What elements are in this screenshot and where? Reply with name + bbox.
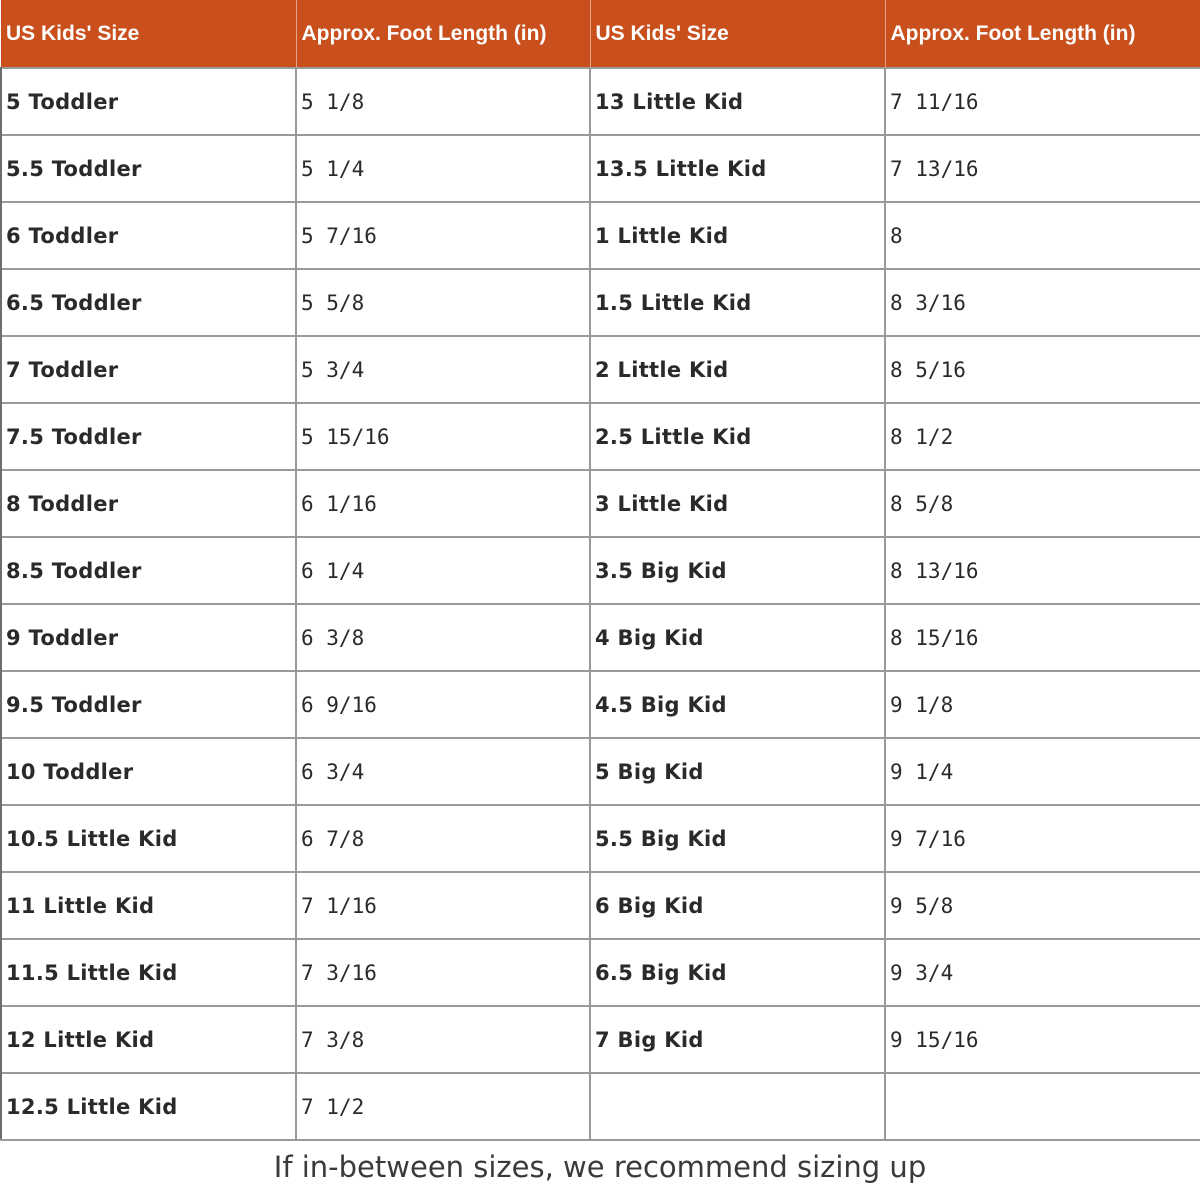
foot-length-cell: 5 1/8 [296, 68, 590, 135]
foot-length-cell: 5 15/16 [296, 403, 590, 470]
size-cell: 5.5 Toddler [1, 135, 296, 202]
foot-length-cell: 6 3/4 [296, 738, 590, 805]
table-row [1, 1073, 1200, 1140]
header-row [1, 0, 1200, 68]
table-row [1, 68, 1200, 135]
foot-length-cell: 6 7/8 [296, 805, 590, 872]
header-foot-length-left: Approx. Foot Length (in) [296, 0, 590, 68]
size-cell: 6 Toddler [1, 202, 296, 269]
foot-length-cell: 5 1/4 [296, 135, 590, 202]
size-cell: 1 Little Kid [590, 202, 885, 269]
size-cell: 3 Little Kid [590, 470, 885, 537]
size-cell: 9.5 Toddler [1, 671, 296, 738]
foot-length-cell: 5 7/16 [296, 202, 590, 269]
size-cell: 7 Toddler [1, 336, 296, 403]
table-row [1, 202, 1200, 269]
size-cell: 13 Little Kid [590, 68, 885, 135]
foot-length-cell: 5 3/4 [296, 336, 590, 403]
size-cell: 6.5 Big Kid [590, 939, 885, 1006]
table-row [1, 336, 1200, 403]
size-cell: 7 Big Kid [590, 1006, 885, 1073]
size-cell: 3.5 Big Kid [590, 537, 885, 604]
table-row [1, 939, 1200, 1006]
foot-length-cell: 9 7/16 [885, 805, 1200, 872]
foot-length-cell [885, 1073, 1200, 1140]
foot-length-cell: 7 11/16 [885, 68, 1200, 135]
table-row [1, 872, 1200, 939]
foot-length-cell: 5 5/8 [296, 269, 590, 336]
foot-length-cell: 9 3/4 [885, 939, 1200, 1006]
size-cell: 9 Toddler [1, 604, 296, 671]
size-cell: 8.5 Toddler [1, 537, 296, 604]
header-us-kids-size-left: US Kids' Size [1, 0, 296, 68]
header-us-kids-size-right: US Kids' Size [590, 0, 885, 68]
foot-length-cell: 8 1/2 [885, 403, 1200, 470]
size-cell: 4 Big Kid [590, 604, 885, 671]
table-row [1, 738, 1200, 805]
size-cell: 5.5 Big Kid [590, 805, 885, 872]
foot-length-cell: 9 1/8 [885, 671, 1200, 738]
foot-length-cell: 7 1/2 [296, 1073, 590, 1140]
foot-length-cell: 6 1/16 [296, 470, 590, 537]
table-row [1, 1006, 1200, 1073]
size-cell: 5 Toddler [1, 68, 296, 135]
size-cell: 4.5 Big Kid [590, 671, 885, 738]
size-cell: 2.5 Little Kid [590, 403, 885, 470]
size-cell: 6.5 Toddler [1, 269, 296, 336]
foot-length-cell: 6 3/8 [296, 604, 590, 671]
foot-length-cell: 6 1/4 [296, 537, 590, 604]
foot-length-cell: 8 15/16 [885, 604, 1200, 671]
size-cell: 10.5 Little Kid [1, 805, 296, 872]
table-row [1, 403, 1200, 470]
size-cell: 2 Little Kid [590, 336, 885, 403]
size-cell [590, 1073, 885, 1140]
table-row [1, 135, 1200, 202]
foot-length-cell: 9 15/16 [885, 1006, 1200, 1073]
table-row [1, 604, 1200, 671]
size-cell: 7.5 Toddler [1, 403, 296, 470]
foot-length-cell: 6 9/16 [296, 671, 590, 738]
foot-length-cell: 8 5/8 [885, 470, 1200, 537]
size-cell: 10 Toddler [1, 738, 296, 805]
size-cell: 13.5 Little Kid [590, 135, 885, 202]
foot-length-cell: 8 3/16 [885, 269, 1200, 336]
size-cell: 12.5 Little Kid [1, 1073, 296, 1140]
table-body [1, 68, 1200, 1140]
size-cell: 1.5 Little Kid [590, 269, 885, 336]
foot-length-cell: 9 1/4 [885, 738, 1200, 805]
foot-length-cell: 7 3/8 [296, 1006, 590, 1073]
size-cell: 8 Toddler [1, 470, 296, 537]
table-row [1, 805, 1200, 872]
foot-length-cell: 7 1/16 [296, 872, 590, 939]
size-cell: 12 Little Kid [1, 1006, 296, 1073]
table-row [1, 671, 1200, 738]
foot-length-cell: 8 5/16 [885, 336, 1200, 403]
foot-length-cell: 9 5/8 [885, 872, 1200, 939]
table-row [1, 470, 1200, 537]
foot-length-cell: 7 13/16 [885, 135, 1200, 202]
size-cell: 11.5 Little Kid [1, 939, 296, 1006]
size-cell: 5 Big Kid [590, 738, 885, 805]
size-cell: 6 Big Kid [590, 872, 885, 939]
foot-length-cell: 7 3/16 [296, 939, 590, 1006]
sizing-footnote: If in-between sizes, we recommend sizing up [273, 1150, 927, 1184]
foot-length-cell: 8 [885, 202, 1200, 269]
size-cell: 11 Little Kid [1, 872, 296, 939]
table-row [1, 537, 1200, 604]
header-foot-length-right: Approx. Foot Length (in) [885, 0, 1200, 68]
table-row [1, 269, 1200, 336]
foot-length-cell: 8 13/16 [885, 537, 1200, 604]
